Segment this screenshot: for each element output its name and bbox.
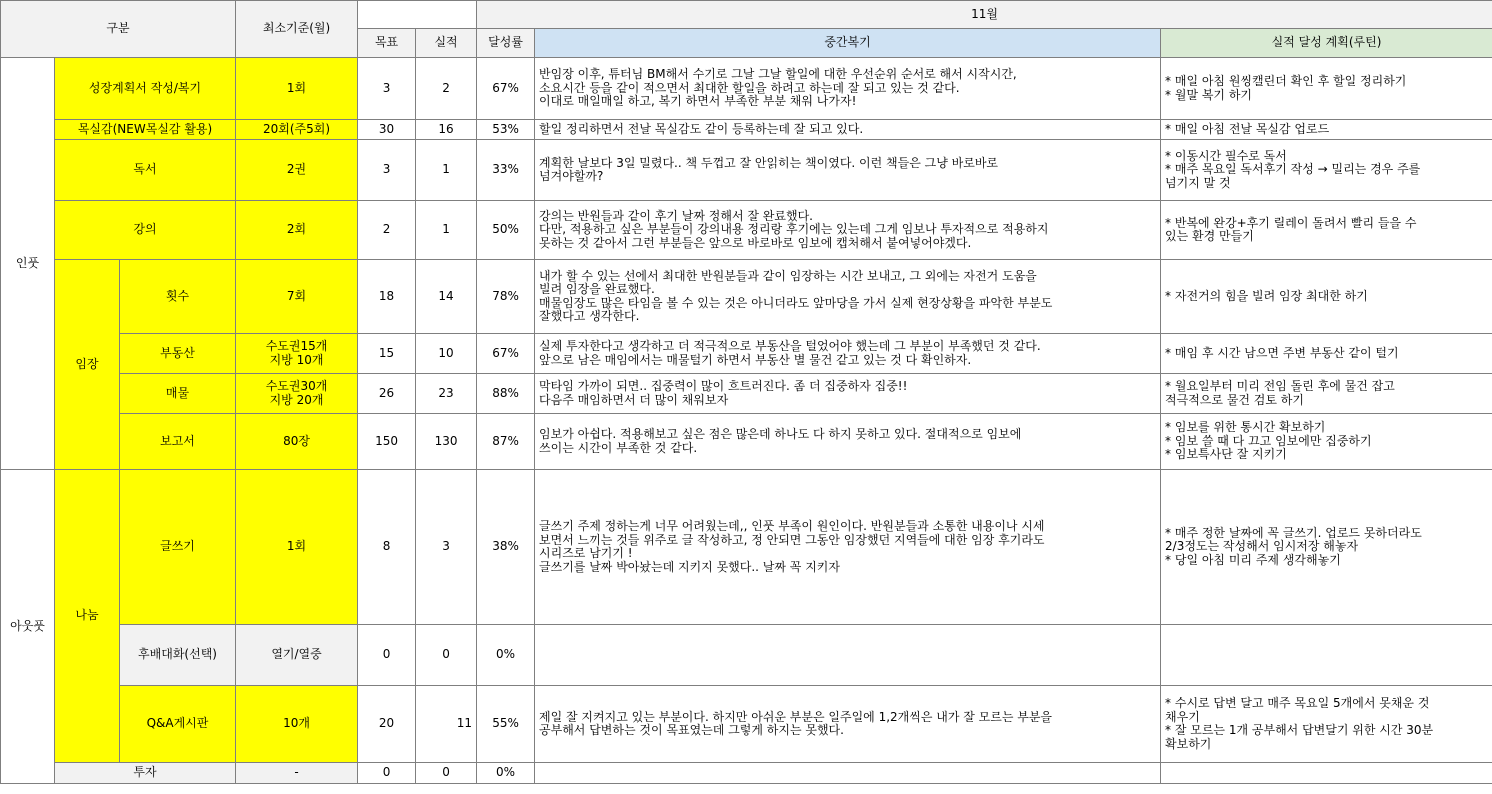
row-label[interactable]: 성장계획서 작성/복기 [55, 58, 236, 120]
row-review[interactable]: 임보가 아쉽다. 적용해보고 싶은 점은 많은데 하나도 다 하지 못하고 있다. 절대적으로 임보에 쓰이는 시간이 부족한 것 같다. [535, 414, 1161, 470]
row-label[interactable]: 강의 [55, 201, 236, 260]
row-actual[interactable]: 14 [416, 260, 477, 334]
row-rate[interactable]: 88% [477, 374, 535, 414]
group-imjang-label[interactable]: 임장 [55, 260, 120, 470]
row-label[interactable]: 목실감(NEW목실감 활용) [55, 120, 236, 140]
row-target[interactable]: 2 [358, 201, 416, 260]
row-review[interactable]: 반임장 이후, 튜터님 BM해서 수기로 그날 그날 할일에 대한 우선순위 순서로 해서 시작시간, 소요시간 등을 같이 적으면서 최대한 할일을 하려고 하는데 잘 되고 있는 것 같다. 이대로 매일매일 하고, 복기 하면서 부족한 부분 채워 나가자! [535, 58, 1161, 120]
row-review[interactable]: 실제 투자한다고 생각하고 더 적극적으로 부동산을 털었어야 했는데 그 부분이 부족했던 것 같다. 앞으로 남은 매임에서는 매물털기 하면서 부동산 별 물건 같고 있는 것 다 확인하자. [535, 334, 1161, 374]
row-rate[interactable]: 67% [477, 58, 535, 120]
row-rate[interactable]: 50% [477, 201, 535, 260]
row-actual[interactable]: 2 [416, 58, 477, 120]
row-plan[interactable]: * 월요일부터 미리 전임 돌린 후에 물건 잡고 적극적으로 물건 검토 하기 [1161, 374, 1492, 414]
row-rate[interactable]: 67% [477, 334, 535, 374]
row-label[interactable]: 투자 [55, 763, 236, 784]
row-actual[interactable]: 1 [416, 201, 477, 260]
row-label[interactable]: Q&A게시판 [120, 686, 236, 763]
row-review[interactable] [535, 763, 1161, 784]
row-review[interactable] [535, 625, 1161, 686]
row-label[interactable]: 부동산 [120, 334, 236, 374]
table-row [1, 260, 1492, 334]
row-actual[interactable]: 3 [416, 470, 477, 625]
row-actual[interactable]: 11 [416, 686, 477, 763]
row-review[interactable]: 제일 잘 지켜지고 있는 부분이다. 하지만 아쉬운 부분은 일주일에 1,2개씩은 내가 잘 모르는 부분을 공부해서 답변하는 것이 목표였는데 그렇게 하지는 못했다. [535, 686, 1161, 763]
header-rate[interactable]: 달성률 [477, 29, 535, 58]
row-review[interactable]: 내가 할 수 있는 선에서 최대한 반원분들과 같이 임장하는 시간 보내고, 그 외에는 자전거 도움을 빌려 임장을 완료했다. 매물임장도 많은 타임을 볼 수 있는 것은 아니더라도 앞마당을 가서 실제 현장상황을 파악한 부분도 잘했다고 생각한다. [535, 260, 1161, 334]
row-actual[interactable]: 10 [416, 334, 477, 374]
group-sharing-label[interactable]: 나눔 [55, 470, 120, 763]
row-actual[interactable]: 0 [416, 625, 477, 686]
row-target[interactable]: 20 [358, 686, 416, 763]
row-min[interactable]: 80장 [236, 414, 358, 470]
row-plan[interactable]: * 이동시간 필수로 독서 * 매주 목요일 독서후기 작성 → 밀리는 경우 주를 넘기지 말 것 [1161, 140, 1492, 201]
table-row [1, 686, 1492, 763]
row-rate[interactable]: 78% [477, 260, 535, 334]
header-target[interactable]: 목표 [358, 29, 416, 58]
table-row [1, 470, 1492, 625]
row-plan[interactable]: * 매주 정한 날짜에 꼭 글쓰기. 업로드 못하더라도 2/3정도는 작성해서 임시저장 해놓자 * 당일 아침 미리 주제 생각해놓기 [1161, 470, 1492, 625]
row-label[interactable]: 글쓰기 [120, 470, 236, 625]
row-target[interactable]: 8 [358, 470, 416, 625]
row-rate[interactable]: 87% [477, 414, 535, 470]
row-rate[interactable]: 55% [477, 686, 535, 763]
row-plan[interactable]: * 반복에 완강+후기 릴레이 돌려서 빨리 들을 수 있는 환경 만들기 [1161, 201, 1492, 260]
header-category[interactable]: 구분 [1, 1, 236, 58]
header-min-standard[interactable]: 최소기준(월) [236, 1, 358, 58]
row-target[interactable]: 0 [358, 763, 416, 784]
table-row [1, 374, 1492, 414]
row-actual[interactable]: 23 [416, 374, 477, 414]
row-plan[interactable]: * 매임 후 시간 남으면 주변 부동산 같이 털기 [1161, 334, 1492, 374]
row-min[interactable]: 7회 [236, 260, 358, 334]
row-target[interactable]: 3 [358, 58, 416, 120]
row-label[interactable]: 후배대화(선택) [120, 625, 236, 686]
header-actual[interactable]: 실적 [416, 29, 477, 58]
row-actual[interactable]: 16 [416, 120, 477, 140]
row-rate[interactable]: 53% [477, 120, 535, 140]
row-review[interactable]: 강의는 반원들과 같이 후기 날짜 정해서 잘 완료했다. 다만, 적용하고 싶은 부분들이 강의내용 정리랑 후기에는 있는데 그게 임보나 투자적으로 적용하지 못하는 것 같아서 그런 부분들은 앞으로 바로바로 임보에 캡처해서 붙여넣어야겠다. [535, 201, 1161, 260]
row-review[interactable]: 글쓰기 주제 정하는게 너무 어려웠는데,, 인풋 부족이 원인이다. 반원분들과 소통한 내용이나 시세 보면서 느끼는 것들 위주로 글 작성하고, 정 안되면 그동안 임장했던 지역들에 대한 임장 후기라도 시리즈로 남기기 ! 글쓰기를 날짜 박아놨는데 지키지 못했다.. 날짜 꼭 지키자 [535, 470, 1161, 625]
table-row [1, 120, 1492, 140]
table-row [1, 763, 1492, 784]
row-actual[interactable]: 1 [416, 140, 477, 201]
row-plan[interactable]: * 매일 아침 원씽캘린더 확인 후 할일 정리하기 * 월말 복기 하기 [1161, 58, 1492, 120]
row-actual[interactable]: 130 [416, 414, 477, 470]
table-row [1, 334, 1492, 374]
row-plan[interactable]: * 임보를 위한 통시간 확보하기 * 임보 쓸 때 다 끄고 임보에만 집중하기 * 임보특사단 잘 지키기 [1161, 414, 1492, 470]
row-plan[interactable] [1161, 625, 1492, 686]
row-rate[interactable]: 38% [477, 470, 535, 625]
table-row [1, 58, 1492, 120]
row-label[interactable]: 보고서 [120, 414, 236, 470]
table-row [1, 414, 1492, 470]
row-target[interactable]: 15 [358, 334, 416, 374]
row-target[interactable]: 0 [358, 625, 416, 686]
row-plan[interactable]: * 매일 아침 전날 목실감 업로드 [1161, 120, 1492, 140]
row-plan[interactable]: * 수시로 답변 달고 매주 목요일 5개에서 못채운 것 채우기 * 잘 모르는 1개 공부해서 답변달기 위한 시간 30분 확보하기 [1161, 686, 1492, 763]
group-output-label[interactable]: 아웃풋 [1, 470, 55, 784]
row-review[interactable]: 계획한 날보다 3일 밀렸다.. 책 두껍고 잘 안읽히는 책이였다. 이런 책들은 그냥 바로바로 넘겨야할까? [535, 140, 1161, 201]
row-label[interactable]: 횟수 [120, 260, 236, 334]
row-plan[interactable]: * 자전거의 힘을 빌려 임장 최대한 하기 [1161, 260, 1492, 334]
row-review[interactable]: 막타임 가까이 되면.. 집중력이 많이 흐트러진다. 좀 더 집중하자 집중!! 다음주 매임하면서 더 많이 채워보자 [535, 374, 1161, 414]
row-min[interactable]: 2회 [236, 201, 358, 260]
row-min[interactable]: 열기/열중 [236, 625, 358, 686]
table-row [1, 140, 1492, 201]
row-min[interactable]: - [236, 763, 358, 784]
row-min[interactable]: 1회 [236, 470, 358, 625]
header-plan[interactable]: 실적 달성 계획(루틴) [1161, 29, 1492, 58]
row-actual[interactable]: 0 [416, 763, 477, 784]
row-target[interactable]: 18 [358, 260, 416, 334]
row-min[interactable]: 20회(주5회) [236, 120, 358, 140]
row-rate[interactable]: 0% [477, 763, 535, 784]
row-min[interactable]: 수도권30개 지방 20개 [236, 374, 358, 414]
row-review[interactable]: 할일 정리하면서 전날 목실감도 같이 등록하는데 잘 되고 있다. [535, 120, 1161, 140]
row-min[interactable]: 1회 [236, 58, 358, 120]
row-label[interactable]: 독서 [55, 140, 236, 201]
row-target[interactable]: 26 [358, 374, 416, 414]
row-target[interactable]: 150 [358, 414, 416, 470]
table-row [1, 625, 1492, 686]
header-review[interactable]: 중간복기 [535, 29, 1161, 58]
row-min[interactable]: 2권 [236, 140, 358, 201]
row-rate[interactable]: 33% [477, 140, 535, 201]
row-min[interactable]: 10개 [236, 686, 358, 763]
row-label[interactable]: 매물 [120, 374, 236, 414]
row-target[interactable]: 3 [358, 140, 416, 201]
group-input-label[interactable]: 인풋 [1, 58, 55, 470]
row-min[interactable]: 수도권15개 지방 10개 [236, 334, 358, 374]
header-blank[interactable] [358, 1, 477, 29]
table-row [1, 201, 1492, 260]
row-plan[interactable] [1161, 763, 1492, 784]
header-month[interactable]: 11월 [477, 1, 1492, 29]
row-target[interactable]: 30 [358, 120, 416, 140]
row-rate[interactable]: 0% [477, 625, 535, 686]
